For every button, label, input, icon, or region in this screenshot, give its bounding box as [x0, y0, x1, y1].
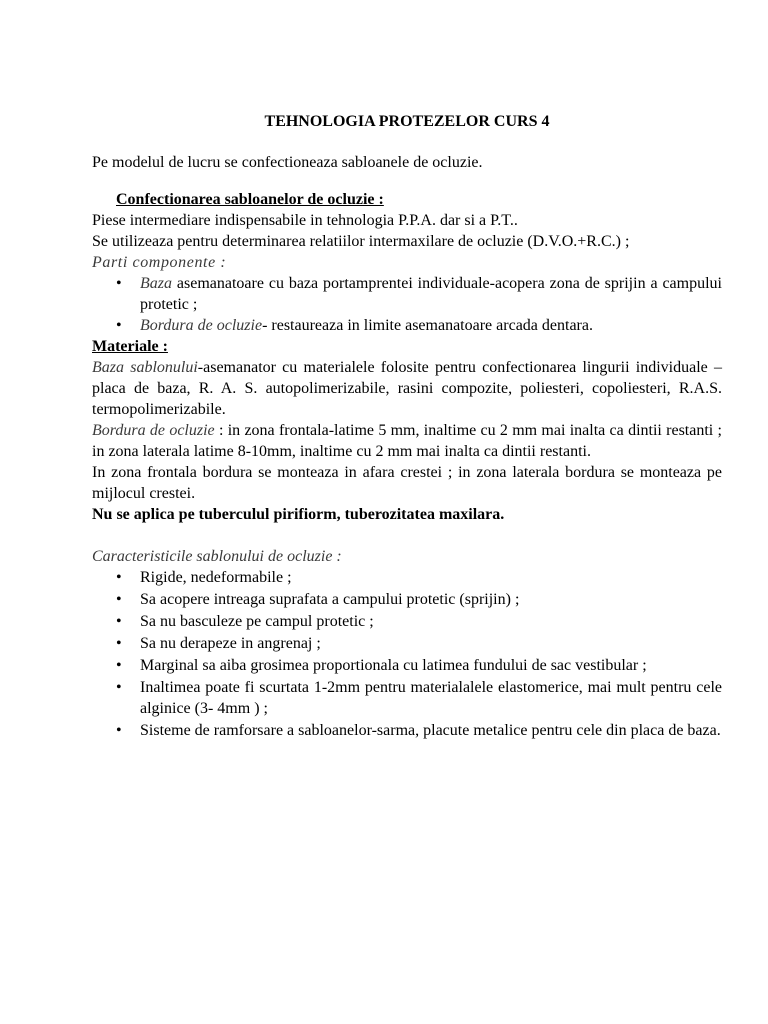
materials-heading: Materiale :	[92, 338, 168, 355]
list-item	[116, 720, 722, 741]
bullet-icon: •	[116, 679, 122, 696]
section-heading-confectionarea: Confectionarea sabloanelor de ocluzie :	[116, 191, 384, 208]
intro-paragraph: Pe modelul de lucru se confectioneaza sabloanele de ocluzie.	[92, 154, 483, 171]
part-term: Baza	[140, 275, 172, 292]
characteristic-text: Sisteme de ramforsare a sabloanelor-sarma, placute metalice pentru cele din placa de baza.	[140, 722, 721, 739]
document-body	[92, 111, 722, 742]
materials-text-2: : in zona frontala-latime 5 mm, inaltime cu 2 mm mai inalta ca dintii restanti ; in zona laterala latime 8-10mm, inaltime cu 2 mm mai inalta ca dintii restanti.	[92, 422, 722, 460]
materials-term-baza: Baza sablonului	[92, 359, 198, 376]
page-title: TEHNOLOGIA PROTEZELOR CURS 4	[264, 113, 550, 130]
list-item	[116, 567, 722, 588]
section1-line2: Se utilizeaza pentru determinarea relatiilor intermaxilare de ocluzie (D.V.O.+R.C.) ;	[92, 233, 630, 250]
bullet-icon: •	[116, 569, 122, 586]
list-item	[116, 655, 722, 676]
bullet-icon: •	[116, 635, 122, 652]
characteristic-text: Marginal sa aiba grosimea proportionala cu latimea fundului de sac vestibular ;	[140, 657, 647, 674]
characteristic-text: Rigide, nedeformabile ;	[140, 569, 292, 586]
list-item	[116, 273, 722, 315]
bullet-icon: •	[116, 275, 122, 292]
materials-paragraph-2	[92, 420, 722, 462]
section1-line1: Piese intermediare indispensabile in tehnologia P.P.A. dar si a P.T..	[92, 212, 518, 229]
bullet-icon: •	[116, 591, 122, 608]
list-item	[116, 611, 722, 632]
characteristic-text: Sa acopere intreaga suprafata a campului protetic (sprijin) ;	[140, 591, 520, 608]
materials-note: Nu se aplica pe tuberculul pirifiorm, tuberozitatea maxilara.	[92, 506, 505, 523]
bullet-icon: •	[116, 317, 122, 334]
materials-paragraph-3: In zona frontala bordura se monteaza in afara crestei ; in zona laterala bordura se monteaza pe mijlocul crestei.	[92, 464, 722, 502]
part-text: - restaureaza in limite asemanatoare arcada dentara.	[262, 317, 593, 334]
part-term: Bordura de ocluzie	[140, 317, 263, 334]
parts-label: Parti componente :	[92, 254, 227, 271]
spacer	[92, 525, 722, 546]
characteristics-label: Caracteristicile sablonului de ocluzie :	[92, 548, 342, 565]
list-item	[116, 677, 722, 719]
characteristic-text: Sa nu basculeze pe campul protetic ;	[140, 613, 374, 630]
bullet-icon: •	[116, 722, 122, 739]
parts-list	[92, 273, 722, 336]
list-item	[116, 589, 722, 610]
materials-term-bordura: Bordura de ocluzie	[92, 422, 215, 439]
materials-paragraph-1	[92, 357, 722, 420]
characteristic-text: Inaltimea poate fi scurtata 1-2mm pentru materialalele elastomerice, mai mult pentru cele alginice (3- 4mm ) ;	[140, 679, 722, 717]
characteristics-list	[92, 567, 722, 741]
bullet-icon: •	[116, 613, 122, 630]
list-item	[116, 315, 722, 336]
materials-text-1: -asemanator cu materialele folosite pentru confectionarea lingurii individuale –placa de baza, R. A. S. autopolimerizabile, rasini compozite, poliesteri, copoliesteri, R.A.S. termopolimerizabile.	[92, 359, 722, 418]
bullet-icon: •	[116, 657, 122, 674]
part-text: asemanatoare cu baza portamprentei individuale-acopera zona de sprijin a campului protetic ;	[140, 275, 722, 313]
list-item	[116, 633, 722, 654]
characteristic-text: Sa nu derapeze in angrenaj ;	[140, 635, 321, 652]
